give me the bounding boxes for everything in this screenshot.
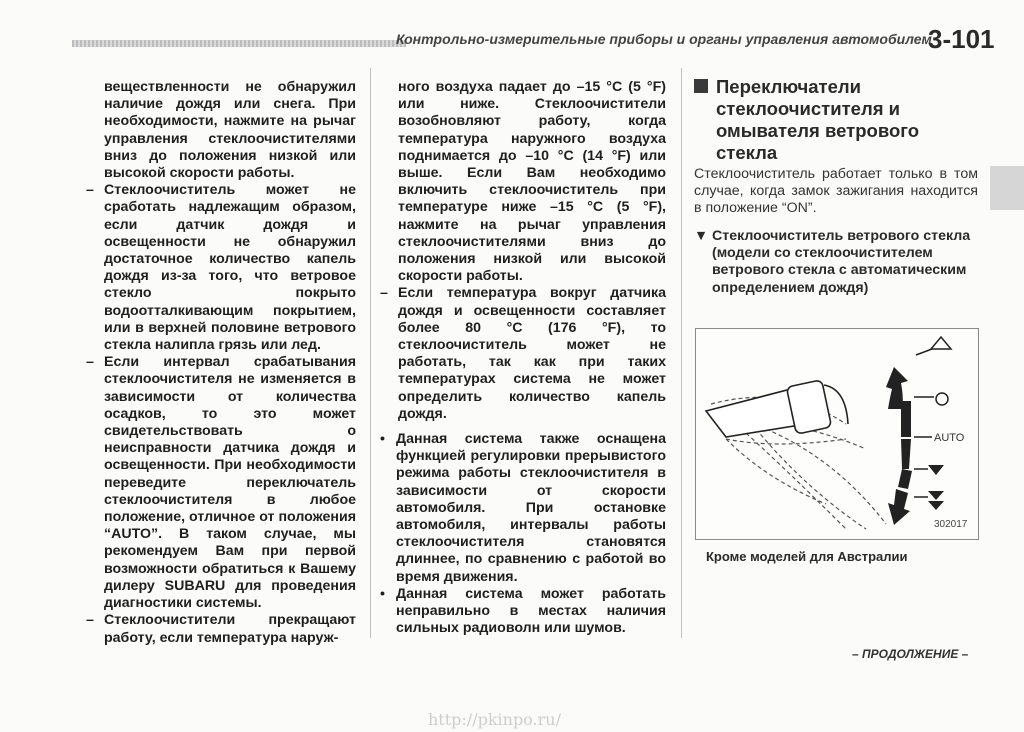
- subheading: [694, 228, 974, 297]
- dash-item-text: Если интервал срабатывания стеклоочистителя не изменяется в зависимости от количества осадков, то это может свидетельствовать о неисправности датчика дождя и освещенности. При необходимости переведите переключатель стеклоочистителя в любое положение, отличное от положения “AUTO”. В таком случае, мы рекомендуем Вам при первой возможности обратиться к Вашему дилеру SUBARU для проведения диагностики системы.: [104, 354, 356, 612]
- section-title: Переключатели стеклоочистителя и омывателя ветрового стекла: [694, 76, 974, 164]
- bullet-marker: •: [380, 431, 385, 448]
- continued-paragraph: веществленности не обнаружил наличие дождя или снега. При необходимости, нажмите на рычаг управления стеклоочистителями вниз до положения низкой или высокой скорости работы.: [104, 79, 356, 182]
- down-arrow-icon: [888, 489, 910, 525]
- lever-track: [901, 401, 911, 437]
- header-title: Контрольно-измерительные приборы и органы управления автомобилем: [396, 31, 932, 47]
- bullet-item: [380, 431, 666, 586]
- page-number: 3-101: [928, 24, 995, 54]
- figure-caption: Кроме моделей для Австралии: [706, 549, 908, 564]
- dash-marker: –: [86, 182, 94, 199]
- continued-label: – ПРОДОЛЖЕНИЕ –: [852, 647, 969, 661]
- dash-item: [86, 354, 356, 612]
- low-speed-triangle-icon: [928, 465, 944, 475]
- watermark: http://pkinpo.ru/: [428, 710, 561, 729]
- mist-triangle-icon: [931, 337, 951, 349]
- off-circle-icon: [936, 393, 948, 405]
- auto-label: AUTO: [934, 432, 965, 444]
- header-rule: [72, 40, 406, 47]
- high-speed-triangle-icon: [928, 491, 944, 500]
- triangle-marker-icon: ▼: [694, 228, 709, 244]
- dash-marker: –: [380, 285, 388, 302]
- wiper-lever-figure: [695, 328, 979, 540]
- figure-code: 302017: [934, 519, 968, 530]
- dash-item-text: Стеклоочиститель может не сработать надлежащим образом, если датчик дождя и освещенности не обнаружил достаточное количество капель дождя из-за того, что ветровое стекло покрыто водоотталкивающим покрытием, или в верхней половине ветрового стекла налипла грязь или лед.: [104, 182, 356, 354]
- bullet-item: [380, 586, 666, 638]
- dash-item: [380, 285, 666, 423]
- text-column-2: [380, 79, 666, 638]
- direction-arrows: [886, 367, 912, 525]
- subheading-text: Стеклоочиститель ветрового стекла (модели со стеклоочистителем ветрового стекла с автоматическим определением дождя): [712, 228, 971, 296]
- dash-item-text: Если температура вокруг датчика дождя и освещенности составляет более 80 °C (176 °F), то стеклоочиститель может не работать, так как при таких температурах система не может определить количество капель дождя.: [398, 285, 666, 422]
- bullet-marker: •: [380, 585, 385, 602]
- dash-marker: –: [86, 354, 94, 371]
- dash-item: [86, 182, 356, 354]
- dash-item-text: Стеклоочистители прекращают работу, если температура наруж-: [104, 612, 356, 646]
- section-square-icon: [694, 79, 708, 93]
- thumb-index-tab: [990, 166, 1024, 210]
- continued-paragraph: ного воздуха падает до –15 °C (5 °F) или ниже. Стеклоочистители возобновляют работу, когда температура наружного воздуха поднимается до –10 °C (14 °F) или выше. Если Вам необходимо включить стеклоочиститель при температуре ниже –15 °C (5 °F), нажмите на рычаг управления стеклоочистителями вниз до положения низкой или высокой скорости работы.: [398, 79, 666, 285]
- bullet-item-text: Данная система также оснащена функцией регулировки прерывистого режима работы стеклоочистителя в зависимости от скорости автомобиля. При остановке автомобиля, интервалы работы стеклоочистителя становятся длиннее, по сравнению с работой во время движения.: [396, 431, 666, 585]
- dash-marker: –: [86, 612, 94, 629]
- column-divider-2: [681, 68, 682, 638]
- section-intro: Стеклоочиститель работает только в том случае, когда замок зажигания находится в положение “ON”.: [694, 166, 978, 217]
- dash-item: [86, 612, 356, 646]
- bullet-item-text: Данная система может работать неправильно в местах наличия сильных радиоволн или шумов.: [396, 585, 666, 637]
- column-divider-1: [370, 68, 371, 638]
- text-column-1: [86, 79, 356, 647]
